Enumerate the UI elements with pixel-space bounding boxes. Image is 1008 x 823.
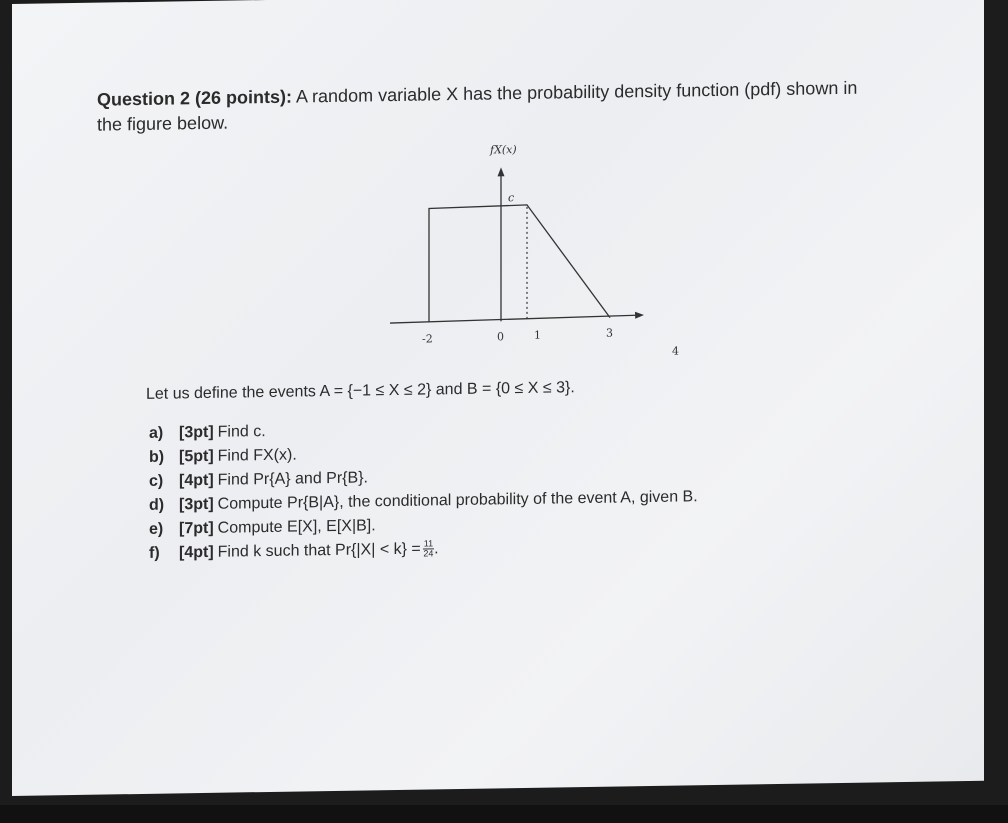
part-text: Compute Pr{B|A}, the conditional probability of the event A, given B.: [217, 488, 698, 513]
pdf-curve: [429, 204, 610, 323]
fraction-numerator: 11: [423, 538, 434, 549]
x-tick-label: 3: [606, 326, 613, 340]
question-document: [12, 0, 984, 796]
x-tick-label: 0: [497, 330, 504, 344]
question-title-bold: Question 2 (26 points):: [97, 86, 293, 110]
y-axis-arrow: [498, 167, 505, 176]
part-points: [7pt]: [179, 519, 214, 538]
question-parts: [149, 413, 698, 566]
question-title-text: A random variable X has the probability density function (pdf) shown in: [292, 77, 858, 107]
events-definition: Let us define the events A = {−1 ≤ X ≤ 2} and B = {0 ≤ X ≤ 3}.: [146, 379, 575, 403]
part-points: [3pt]: [179, 495, 214, 514]
taskbar: [0, 805, 1008, 823]
part-tail: .: [434, 540, 439, 558]
part-letter: e): [149, 520, 164, 538]
part-text: Compute E[X], E[X|B].: [217, 517, 376, 537]
part-letter: c): [149, 472, 164, 490]
peak-label: c: [508, 191, 515, 205]
part-letter: a): [149, 424, 164, 442]
fraction: [423, 540, 434, 559]
part-points: [5pt]: [179, 447, 214, 466]
part-letter: b): [149, 448, 165, 466]
part-points: [4pt]: [179, 543, 214, 562]
part-text: Find FX(x).: [217, 446, 297, 465]
part-text: Find Pr{A} and Pr{B}.: [217, 469, 368, 489]
x-tick-label: 4: [672, 344, 679, 358]
part-text: Find c.: [217, 423, 266, 441]
x-tick-label: -2: [422, 332, 433, 346]
y-axis-label: fX(x): [490, 143, 517, 157]
part-points: [4pt]: [179, 471, 214, 490]
part-letter: d): [149, 496, 165, 514]
question-title-continued: the figure below.: [97, 112, 229, 135]
x-axis: [390, 315, 637, 323]
question-title: [97, 71, 957, 115]
x-axis-arrow: [635, 312, 644, 319]
part-points: [3pt]: [179, 423, 214, 442]
x-tick-label: 1: [534, 328, 541, 342]
monitor-screen: [12, 0, 984, 796]
fraction-denominator: 24: [423, 548, 434, 559]
part-text: Find k such that Pr{|X| < k} =: [217, 540, 421, 561]
pdf-figure: [372, 129, 679, 364]
part-letter: f): [149, 544, 160, 562]
